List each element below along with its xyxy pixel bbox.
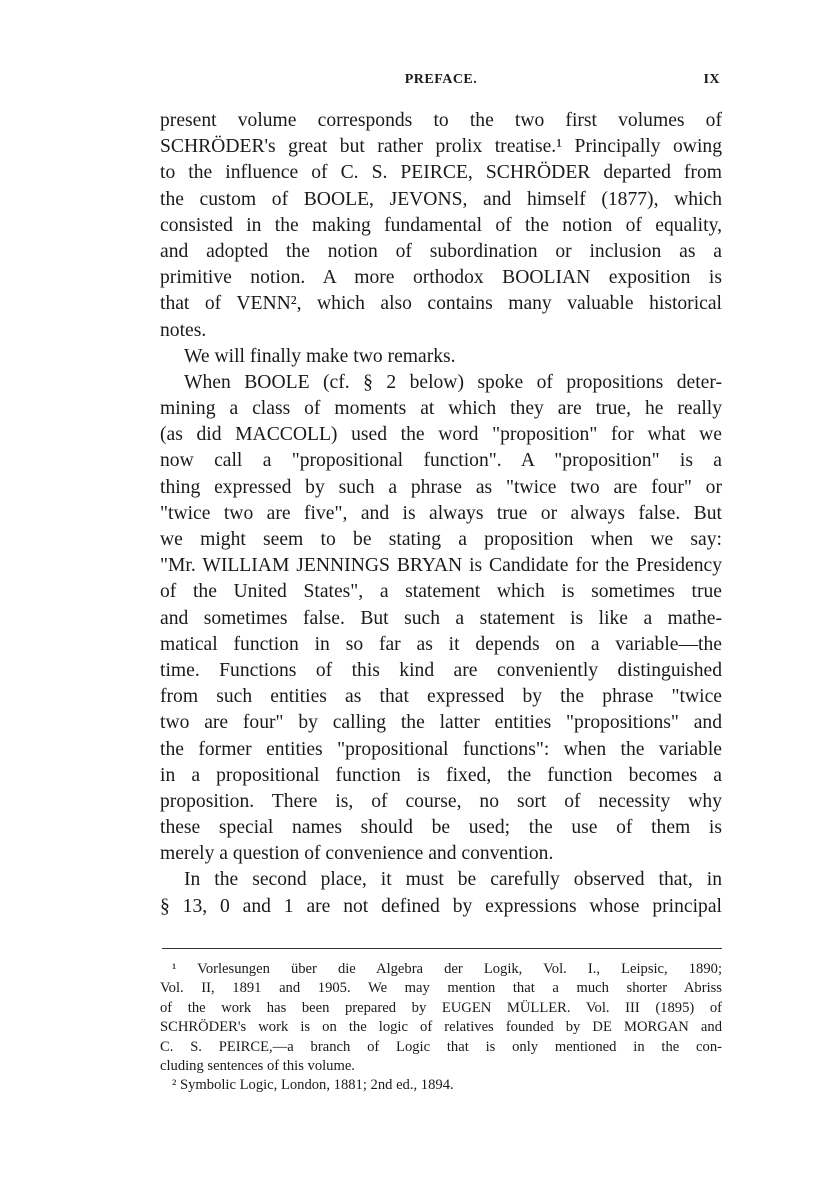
text-line: and adopted the notion of subordination or inclusion as a: [160, 240, 722, 262]
footnote-divider: [162, 948, 722, 949]
running-head: [160, 72, 722, 92]
running-title: PREFACE.: [404, 72, 478, 87]
text-line: present volume corresponds to the two first volumes of: [160, 110, 722, 131]
text-line: mining a class of moments at which they are true, he really: [160, 398, 722, 420]
text-line: "Mr. WILLIAM JENNINGS BRYAN is Candidate for the Presidency: [160, 555, 722, 577]
footnote-2: ² Symbolic Logic, London, 1881; 2nd ed., 1894.: [172, 1077, 454, 1094]
text-line: proposition. There is, of course, no sort of necessity why: [160, 790, 722, 812]
text-line: thing expressed by such a phrase as "twice two are four" or: [160, 476, 722, 498]
text-line: in a propositional function is fixed, the function becomes a: [160, 764, 722, 786]
footnote-line: of the work has been prepared by EUGEN MÜLLER. Vol. III (1895) of: [160, 999, 722, 1016]
text-line: consisted in the making fundamental of the notion of equality,: [160, 214, 722, 236]
text-line: the custom of BOOLE, JEVONS, and himself (1877), which: [160, 188, 722, 210]
text-line: these special names should be used; the use of them is: [160, 817, 722, 839]
text-line: SCHRÖDER's great but rather prolix treatise.¹ Principally owing: [160, 136, 722, 158]
footnote-1: ¹ Vorlesungen über die Algebra der Logik, Vol. I., Leipsic, 1890;: [172, 961, 722, 977]
body-text: [160, 108, 722, 920]
text-line: time. Functions of this kind are conveniently distinguished: [160, 659, 722, 681]
text-line: notes.: [160, 319, 207, 341]
text-line: from such entities as that expressed by the phrase "twice: [160, 686, 722, 708]
footnote-line: Vol. II, 1891 and 1905. We may mention that a much shorter Abriss: [160, 980, 722, 997]
paragraph-start: When BOOLE (cf. § 2 below) spoke of propositions deter-: [184, 371, 722, 393]
text-line: we might seem to be stating a proposition when we say:: [160, 529, 722, 550]
text-line: (as did MACCOLL) used the word "proposition" for what we: [160, 424, 722, 446]
text-line: § 13, 0 and 1 are not defined by expressions whose principal: [160, 895, 722, 917]
paragraph-start: We will finally make two remarks.: [184, 345, 456, 367]
text-line: the former entities "propositional functions": when the variable: [160, 738, 722, 760]
text-line: of the United States", a statement which is sometimes true: [160, 581, 722, 603]
footnote-line: SCHRÖDER's work is on the logic of relatives founded by DE MORGAN and: [160, 1019, 722, 1036]
text-line: to the influence of C. S. PEIRCE, SCHRÖDER departed from: [160, 162, 722, 184]
paragraph-start: In the second place, it must be carefully observed that, in: [184, 869, 722, 891]
footnote-line: C. S. PEIRCE,—a branch of Logic that is only mentioned in the con-: [160, 1038, 722, 1055]
text-line: merely a question of convenience and convention.: [160, 843, 554, 865]
page-number: IX: [703, 72, 720, 87]
text-line: now call a "propositional function". A "proposition" is a: [160, 450, 722, 472]
text-line: "twice two are five", and is always true or always false. But: [160, 502, 722, 524]
footnote-line: cluding sentences of this volume.: [160, 1057, 355, 1074]
text-line: primitive notion. A more orthodox BOOLIAN exposition is: [160, 267, 722, 289]
text-line: that of VENN², which also contains many valuable historical: [160, 293, 722, 315]
text-line: two are four" by calling the latter entities "propositions" and: [160, 712, 722, 734]
footnotes: [160, 960, 722, 1096]
text-line: matical function in so far as it depends on a variable—the: [160, 633, 722, 655]
text-line: and sometimes false. But such a statement is like a mathe-: [160, 607, 722, 629]
